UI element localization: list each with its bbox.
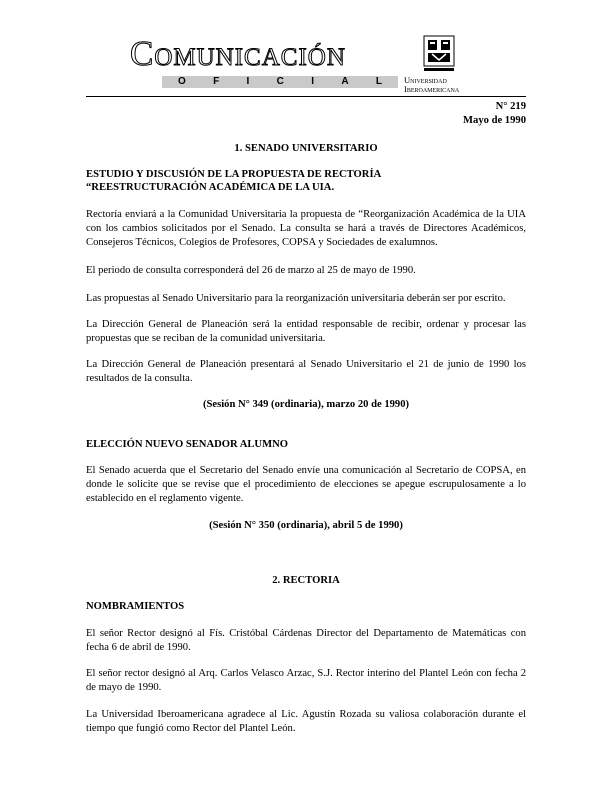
section-heading: 1. SENADO UNIVERSITARIO	[234, 143, 378, 154]
paragraph: El señor rector designó al Arq. Carlos Velasco Arzac, S.J. Rector interino del Plantel León con fecha 2 de mayo de 1990.	[86, 668, 526, 693]
paragraph: La Dirección General de Planeación será la entidad responsable de recibir, ordenar y procesar las propuestas que se reciban de la comunidad universitaria.	[86, 319, 526, 344]
university-name	[404, 76, 459, 94]
issue-number: N° 219	[495, 101, 526, 112]
paragraph: La Dirección General de Planeación presentará al Senado Universitario el 21 de junio de 1990 los resultados de la consulta.	[86, 359, 526, 384]
paragraph: El periodo de consulta corresponderá del 26 de marzo al 25 de mayo de 1990.	[86, 265, 416, 276]
session-note: (Sesión N° 350 (ordinaria), abril 5 de 1990)	[209, 520, 403, 531]
paragraph: Rectoría enviará a la Comunidad Universitaria la propuesta de “Reorganización Académica de la UIA con los cambios solicitados por el Senado. La consulta se hará a través de Directores Académicos, Consejeros Técnicos, Colegios de Profesores, COPSA y Sociedades de exalumnos.	[86, 209, 526, 248]
header-rule	[86, 96, 526, 97]
session-note: (Sesión N° 349 (ordinaria), marzo 20 de 1990)	[202, 399, 410, 410]
issue-date: Mayo de 1990	[463, 115, 526, 126]
subheading: ELECCIÓN NUEVO SENADOR ALUMNO	[86, 439, 288, 450]
oficial-letter: F	[213, 76, 220, 87]
subheading: “REESTRUCTURACIÓN ACADÉMICA DE LA UIA.	[86, 182, 335, 193]
oficial-letter: O	[178, 76, 186, 87]
subheading: NOMBRAMIENTOS	[86, 601, 185, 612]
oficial-letter: I	[311, 76, 314, 87]
paragraph: El señor Rector designó al Fís. Cristóbal Cárdenas Director del Departamento de Matemáticas con fecha 6 de abril de 1990.	[86, 628, 526, 653]
oficial-letter: L	[375, 76, 382, 87]
section-heading: 2. RECTORIA	[272, 575, 340, 586]
oficial-letter: A	[341, 76, 349, 87]
oficial-letter: I	[246, 76, 250, 87]
university-line-2: Iberoamericana	[404, 84, 460, 94]
masthead-oficial-bar	[162, 76, 398, 88]
masthead-title: Comunicación	[130, 34, 346, 73]
paragraph: Las propuestas al Senado Universitario para la reorganización universitaria deberán ser por escrito.	[86, 293, 506, 304]
masthead	[86, 34, 526, 96]
oficial-letter: C	[276, 76, 284, 87]
subheading: ESTUDIO Y DISCUSIÓN DE LA PROPUESTA DE RECTORÍA	[86, 169, 382, 180]
paragraph: El Senado acuerda que el Secretario del Senado envíe una comunicación al Secretario de COPSA, en donde le solicite que se revise que el procedimiento de elecciones se apegue escrupulosamente a lo establecido en el reglamento vigente.	[86, 465, 526, 504]
university-seal-icon	[420, 34, 458, 74]
paragraph: La Universidad Iberoamericana agradece al Lic. Agustín Rozada su valiosa colaboración durante el tiempo que fungió como Rector del Plantel León.	[86, 709, 526, 734]
university-line-1: Universidad	[404, 75, 447, 85]
